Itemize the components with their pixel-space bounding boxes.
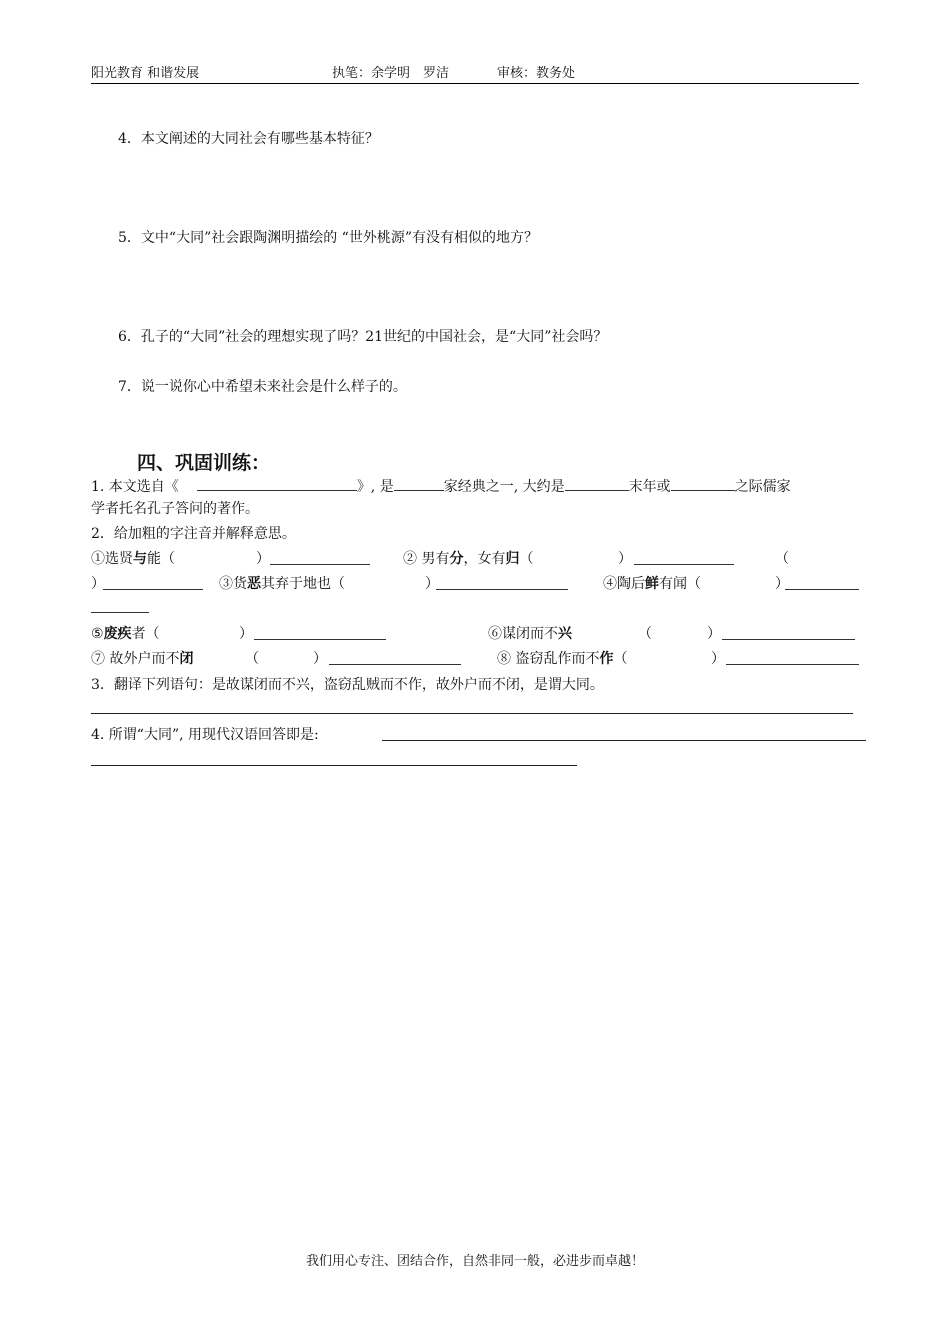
blank-school[interactable] <box>394 476 444 491</box>
question-7: 7．说一说你心中希望未来社会是什么样子的。 <box>118 379 407 395</box>
blank-source-book[interactable] <box>197 476 357 491</box>
item-2-close: ） <box>618 551 632 567</box>
item-5: ⑤废疾者（ <box>91 626 160 642</box>
header-author: 执笔：余学明 罗洁 <box>332 66 450 81</box>
blank-item-6[interactable] <box>722 625 855 640</box>
item-4-close: ） <box>775 576 789 592</box>
item-5-close: ） <box>239 626 253 642</box>
item-4: ④陶后鲜有闻（ <box>603 576 701 592</box>
exercise-4: 4. 所谓“大同”, 用现代汉语回答即是: <box>91 727 319 743</box>
blank-period-2[interactable] <box>671 476 735 491</box>
header-motto: 阳光教育 和谐发展 <box>91 66 200 81</box>
item-7: ⑦ 故外户而不闭 <box>91 651 194 667</box>
blank-item-3[interactable] <box>103 575 203 590</box>
exercise-1-line-1: 1. 本文选自《 》, 是 家经典之一, 大约是 末年或 之际儒家 <box>91 476 791 496</box>
question-4: 4．本文阐述的大同社会有哪些基本特征？ <box>118 131 379 147</box>
item-3-close: ） <box>91 576 105 592</box>
item-8: ⑧ 盗窃乱作而不作（ <box>497 651 628 667</box>
section-title: 四、巩固训练： <box>137 452 271 474</box>
blank-item-7[interactable] <box>329 650 461 665</box>
page-footer: 我们用心专注、团结合作，自然非同一般，必进步而卓越！ <box>305 1254 644 1269</box>
item-7-open: （ <box>245 651 259 667</box>
item-8-close: ） <box>711 651 725 667</box>
exercise-2-title: 2．给加粗的字注音并解释意思。 <box>91 526 296 542</box>
item-6: ⑥谋闭而不兴 <box>488 626 572 642</box>
item-2: ② 男有分，女有归（ <box>403 551 534 567</box>
blank-item-4-cont[interactable] <box>91 598 149 613</box>
blank-item-3b[interactable] <box>436 575 568 590</box>
item-3: ③货恶其弃于地也（ <box>219 576 345 592</box>
answer-line-4a[interactable] <box>382 740 866 741</box>
blank-item-2[interactable] <box>634 550 734 565</box>
item-3-close-b: ） <box>425 576 439 592</box>
question-6: 6．孔子的“大同”社会的理想实现了吗？21世纪的中国社会，是“大同”社会吗？ <box>118 329 608 345</box>
blank-period-1[interactable] <box>565 476 629 491</box>
blank-item-8[interactable] <box>726 650 859 665</box>
item-7-close: ） <box>313 651 327 667</box>
item-1-close: ） <box>256 551 270 567</box>
blank-item-4[interactable] <box>785 575 859 590</box>
answer-line-3[interactable] <box>91 713 853 714</box>
question-5: 5．文中“大同”社会跟陶渊明描绘的 “世外桃源”有没有相似的地方？ <box>118 230 538 246</box>
item-6-close: ） <box>707 626 721 642</box>
item-1: ①选贤与能（ <box>91 551 175 567</box>
header-review: 审核：教务处 <box>497 66 576 81</box>
item-3-open: （ <box>775 551 789 567</box>
exercise-3: 3．翻译下列语句：是故谋闭而不兴，盗窃乱贼而不作，故外户而不闭，是谓大同。 <box>91 677 604 693</box>
page-header <box>91 67 859 84</box>
answer-line-4b[interactable] <box>91 765 577 766</box>
exercise-1-line-2: 学者托名孔子答问的著作。 <box>91 501 259 517</box>
blank-item-1[interactable] <box>270 550 370 565</box>
item-6-open: （ <box>638 626 652 642</box>
blank-item-5[interactable] <box>254 625 386 640</box>
